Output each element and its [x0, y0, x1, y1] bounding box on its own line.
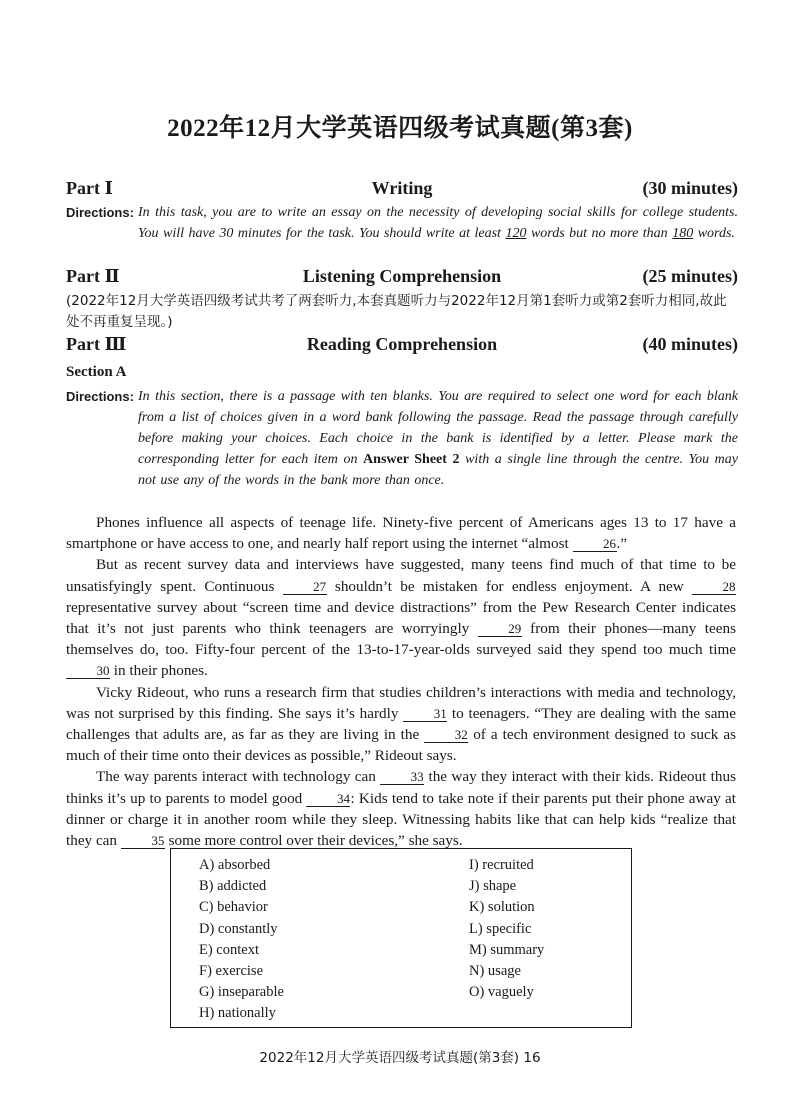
part-1-name: Writing [371, 178, 433, 198]
part-1-time: (30 minutes) [642, 178, 738, 198]
blank-30: 30 [66, 663, 110, 679]
blank-35: 35 [121, 833, 165, 849]
page-title: 2022年12月大学英语四级考试真题(第3套) [167, 115, 633, 142]
paragraph-3: Vicky Rideout, who runs a research firm that studies children’s interactions with media and technology, was not surprised by this finding. She says it’s hardly 31 to teenagers. “They are dealing with the same challenges that adults are, as far as they are living in the 32 of a tech environment designed to suck as much of their time onto their devices as possible,” Rideout says. [66, 683, 736, 765]
min-words: 120 [505, 226, 527, 241]
part-3-header [66, 334, 738, 358]
part-2-header [66, 266, 738, 290]
word-option: J) shape [469, 878, 517, 895]
word-option: G) inseparable [199, 984, 284, 1001]
reading-directions-text: In this section, there is a passage with ten blanks. You are required to select one word for each blank from a list of choices given in a word bank following the passage. Read the passage through carefully before making your choices. Each choice in the bank is identified by a letter. Please mark the corresponding letter for each item on Answer Sheet 2 with a single line through the centre. You may not use any of the words in the bank more than once. [138, 389, 739, 488]
part-3-name: Reading Comprehension [306, 334, 498, 354]
directions-label: Directions: [66, 389, 134, 404]
part-1-header [66, 178, 738, 202]
word-option: M) summary [469, 941, 545, 958]
directions-label: Directions: [66, 205, 134, 220]
blank-33: 33 [380, 769, 424, 785]
part-2-name: Listening Comprehension [302, 266, 502, 286]
part-3-time: (40 minutes) [642, 334, 738, 354]
max-words: 180 [672, 226, 694, 241]
part-1-label: Part Ⅰ [66, 178, 113, 198]
blank-29: 29 [478, 621, 522, 637]
paragraph-2: But as recent survey data and interviews have suggested, many teens find much of that time to be unsatisfyingly spent. Continuous 27 shouldn’t be mistaken for endless enjoyment. A new 28 representative survey about “screen time and device distractions” from the Pew Research Center indicates that it’s not just parents who think teenagers are worryingly 29 from their phones—many teens themselves do, too. Fifty-four percent of the 13-to-17-year-olds surveyed said they spend too much time 30 in their phones. [66, 556, 737, 680]
writing-directions [66, 202, 738, 244]
blank-31: 31 [403, 706, 447, 722]
blank-34: 34 [306, 791, 350, 807]
word-option: H) nationally [199, 1005, 276, 1022]
blank-27: 27 [283, 579, 327, 595]
word-option: D) constantly [199, 920, 278, 937]
part-3-label: Part Ⅲ [66, 334, 127, 354]
section-a-heading: Section A [66, 364, 127, 380]
word-option: O) vaguely [469, 984, 534, 1001]
writing-directions-text: In this task, you are to write an essay on the necessity of developing social skills for college students. You will have 30 minutes for the task. You should write at least 120 words but no more than 180 words. [138, 205, 738, 241]
word-bank-column-2 [469, 855, 544, 1003]
word-option: I) recruited [469, 857, 534, 873]
blank-28: 28 [692, 579, 736, 595]
part-2-label: Part Ⅱ [66, 266, 120, 286]
word-option: A) absorbed [199, 857, 271, 873]
answer-sheet-ref: Answer Sheet 2 [363, 452, 460, 467]
word-option: N) usage [469, 963, 521, 980]
word-option: C) behavior [199, 899, 268, 916]
word-option: B) addicted [199, 878, 267, 895]
word-bank-column-1 [199, 855, 284, 1025]
word-option: E) context [199, 941, 259, 958]
paragraph-1: Phones influence all aspects of teenage life. Ninety-five percent of Americans ages 13 to 17 have a smartphone or have access to one, and nearly half report using the internet “almost 26.” [66, 514, 736, 553]
blank-26: 26 [573, 536, 617, 552]
page-footer: 2022年12月大学英语四级考试真题(第3套) 16 [259, 1050, 541, 1066]
word-option: F) exercise [199, 963, 264, 980]
listening-note: (2022年12月大学英语四级考试共考了两套听力,本套真题听力与2022年12月第1套听力或第2套听力相同,故此处不再重复呈现。) [66, 293, 727, 330]
word-bank [170, 848, 632, 1028]
part-2-time: (25 minutes) [642, 266, 738, 286]
blank-32: 32 [424, 727, 468, 743]
word-option: L) specific [469, 920, 532, 937]
paragraph-4: The way parents interact with technology can 33 the way they interact with their kids. Rideout thus thinks it’s up to parents to model good 34: Kids tend to take note if their parents put their phone away at dinner or charge it in another room while they sleep. Witnessing habits like that can help kids “realize that they can 35 some more control over their devices,” she says. [66, 768, 736, 850]
word-option: K) solution [469, 899, 535, 916]
reading-passage [66, 512, 736, 851]
reading-directions [66, 386, 738, 491]
